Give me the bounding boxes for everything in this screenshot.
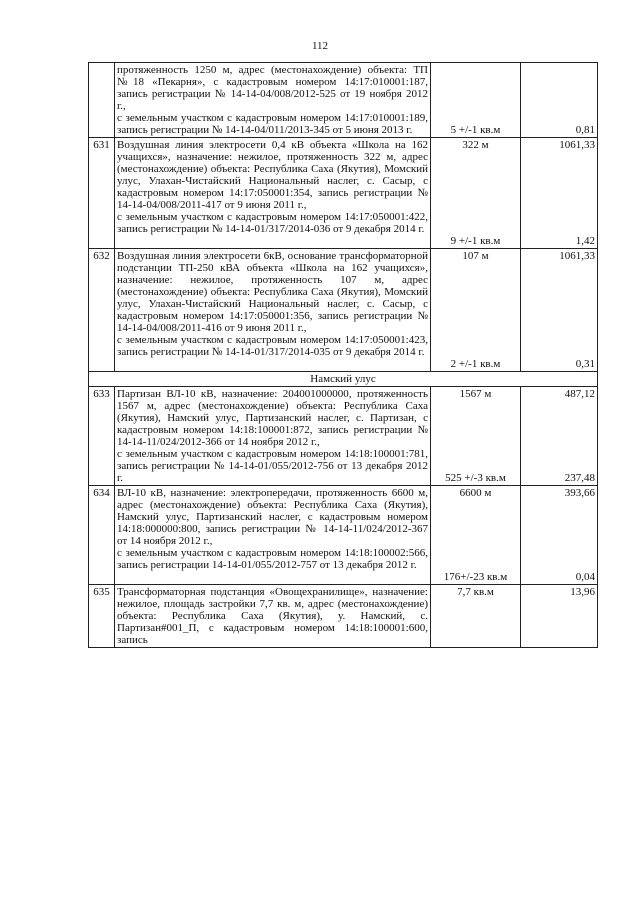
- object-extent: 7,7 кв.м: [457, 586, 494, 598]
- object-text: Партизан ВЛ-10 кВ, назначение: 204001000000, протяженность 1567 м, адрес (местонахождение) объекта: Республика Саха (Якутия), Намский улус, Партизанский наслег, с. Партизан, с кадастровым номером 14:18:100001:872, запись регистрации № 14-14-11/024/2012-366 от 14 ноября 2012 г.,: [117, 388, 428, 448]
- object-cost: 1061,33: [559, 139, 595, 151]
- land-plot-text: с земельным участком с кадастровым номером 14:18:100001:781, запись регистрации № 14-14-01/055/2012-756 от 13 декабря 2012 г.: [117, 448, 428, 484]
- table-row: [89, 387, 598, 486]
- object-size: [431, 486, 521, 585]
- object-size: [431, 387, 521, 486]
- object-cost: 1061,33: [559, 250, 595, 262]
- land-plot-cost: 0,04: [575, 571, 595, 583]
- object-text: протяженность 1250 м, адрес (местонахождение) объекта: ТП №18 «Пекарня», с кадастровым номером 14:17:010001:187, запись регистрации № 14-14-04/008/2012-525 от 19 ноября 2012 г.,: [117, 64, 428, 112]
- object-extent: [433, 64, 518, 124]
- land-plot-area: 176+/-23 кв.м: [443, 571, 508, 583]
- object-cost: 393,66: [564, 487, 595, 499]
- land-plot-area: 525 +/-3 кв.м: [445, 472, 506, 484]
- object-description: [115, 486, 431, 585]
- object-value: [521, 138, 598, 249]
- object-extent: 6600 м: [459, 487, 492, 499]
- row-number: 634: [89, 486, 115, 585]
- object-extent: 107 м: [462, 250, 489, 262]
- table-row: [89, 585, 598, 648]
- object-text: ВЛ-10 кВ, назначение: электропередачи, протяженность 6600 м, адрес (местонахождение) объекта: Республика Саха (Якутия), Намский улус, Партизанский наслег, с кадастровым номером 14:18:000000:800, запись регистрации № 14-14-11/024/2012-367 от 14 ноября 2012 г.,: [117, 487, 428, 547]
- land-plot-text: с земельным участком с кадастровым номером 14:17:010001:189, запись регистрации № 14-14-04/011/2013-345 от 5 июня 2013 г.: [117, 112, 428, 136]
- row-number: 635: [89, 585, 115, 648]
- land-plot-text: с земельным участком с кадастровым номером 14:18:100002:566, запись регистрации 14-14-01/055/2012-757 от 13 декабря 2012 г.: [117, 547, 428, 571]
- object-value: [521, 486, 598, 585]
- object-value: [521, 585, 598, 648]
- object-description: [115, 585, 431, 648]
- object-value: [521, 387, 598, 486]
- object-size: [431, 585, 521, 648]
- object-description: [115, 138, 431, 249]
- land-plot-text: с земельным участком с кадастровым номером 14:17:050001:423, запись регистрации № 14-14-01/317/2014-035 от 9 декабря 2014 г.: [117, 334, 428, 358]
- object-cost: [523, 64, 595, 124]
- object-value: [521, 249, 598, 372]
- land-plot-area: 2 +/-1 кв.м: [450, 358, 501, 370]
- object-size: [431, 249, 521, 372]
- object-size: [431, 63, 521, 138]
- table-row: [89, 138, 598, 249]
- land-plot-cost: 0,81: [575, 124, 595, 136]
- object-extent: 322 м: [462, 139, 489, 151]
- table-row: [89, 249, 598, 372]
- row-number: 633: [89, 387, 115, 486]
- land-plot-cost: 1,42: [575, 235, 595, 247]
- object-text: Трансформаторная подстанция «Овощехранилище», назначение: нежилое, площадь застройки 7,7 кв. м, адрес (местонахождение) объекта: Республика Саха (Якутия), у. Намский, с. Партизан#001_П, с кадастровым номером 14:18:100001:600, запись: [117, 586, 428, 646]
- object-extent: 1567 м: [459, 388, 492, 400]
- object-text: Воздушная линия электросети 0,4 кВ объекта «Школа на 162 учащихся», назначение: нежилое, протяженность 322 м, адрес (местонахождение) объекта: Республика Саха (Якутия), Момский улус, Улахан-Чистайский Национальный наслег, с. Сасыр, с кадастровым номером 14:17:050001:354, запись регистрации № 14-14-04/008/2011-417 от 9 июня 2011 г.,: [117, 139, 428, 211]
- page-number: 112: [311, 40, 329, 52]
- land-plot-cost: 0,31: [575, 358, 595, 370]
- land-plot-area: 9 +/-1 кв.м: [450, 235, 501, 247]
- section-row: [89, 372, 598, 387]
- object-size: [431, 138, 521, 249]
- land-plot-text: с земельным участком с кадастровым номером 14:17:050001:422, запись регистрации № 14-14-01/317/2014-036 от 9 декабря 2014 г.: [117, 211, 428, 235]
- object-description: [115, 387, 431, 486]
- land-plot-area: 5 +/-1 кв.м: [450, 124, 501, 136]
- object-text: Воздушная линия электросети 6кВ, основание трансформаторной подстанции ТП-250 кВА объекта «Школа на 162 учащихся», назначение: нежилое, протяженность 107 м, адрес (местонахождение) объекта: Республика Саха (Якутия), Момский улус, Улахан-Чистайский Национальный наслег, с. Сасыр, с кадастровым номером 14:17:050001:356, запись регистрации № 14-14-04/008/2011-416 от 9 июня 2011 г.,: [117, 250, 428, 334]
- section-title: Намский улус: [89, 372, 598, 387]
- table-row: [89, 63, 598, 138]
- row-number: [89, 63, 115, 138]
- row-number: 631: [89, 138, 115, 249]
- object-cost: 13,96: [570, 586, 595, 598]
- land-plot-cost: 237,48: [564, 472, 595, 484]
- object-value: [521, 63, 598, 138]
- object-cost: 487,12: [564, 388, 595, 400]
- object-description: [115, 249, 431, 372]
- row-number: 632: [89, 249, 115, 372]
- table-row: [89, 486, 598, 585]
- property-registry-table: [88, 62, 598, 648]
- object-description: [115, 63, 431, 138]
